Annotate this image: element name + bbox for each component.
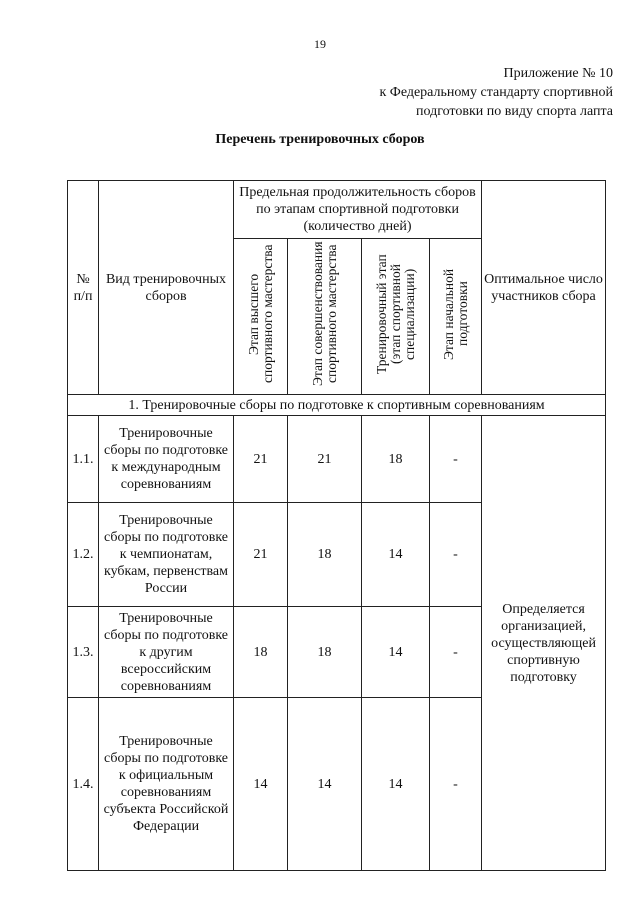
header-stage-higher-mastery [234,239,288,395]
training-camps-table [67,180,606,871]
appendix-line-2: к Федеральному стандарту спортивной [379,85,613,100]
header-duration-group: Предельная продолжительность сборов по этапам спортивной подготовки (количество дней) [234,181,482,239]
appendix-line-1: Приложение № 10 [503,66,613,81]
row-value-stage-1: 21 [234,503,288,607]
row-value-stage-1: 14 [234,698,288,871]
row-value-stage-3: 14 [362,503,430,607]
row-value-stage-1: 21 [234,416,288,503]
page-number: 19 [314,37,326,51]
header-stage-label: Этап высшего спортивного мастерства [245,244,275,384]
document-title: Перечень тренировочных сборов [215,132,425,147]
header-stage-label: Этап начальной подготовки [440,268,470,360]
header-stage-label: Этап совершенствования спортивного мастерства [309,241,339,387]
row-camp-name: Тренировочные сборы по подготовке к международным соревнованиям [99,416,234,503]
row-camp-name: Тренировочные сборы по подготовке к другим всероссийским соревнованиям [99,607,234,698]
row-value-stage-3: 14 [362,698,430,871]
appendix-caption [379,64,613,121]
row-number: 1.4. [68,698,99,871]
row-number: 1.3. [68,607,99,698]
table-row [68,416,606,503]
header-camp-type: Вид тренировочных сборов [99,181,234,395]
header-stage-improvement [288,239,362,395]
header-number: № п/п [68,181,99,395]
row-value-stage-4: - [430,607,482,698]
row-number: 1.1. [68,416,99,503]
header-stage-training [362,239,430,395]
header-stage-initial [430,239,482,395]
appendix-line-3: подготовки по виду спорта лапта [415,104,613,119]
header-stage-label: Тренировочный этап (этап спортивной специализации) [373,254,417,374]
row-value-stage-2: 18 [288,503,362,607]
participants-value: Определяется организацией, осуществляющей спортивную подготовку [482,416,606,871]
row-value-stage-4: - [430,698,482,871]
row-camp-name: Тренировочные сборы по подготовке к чемпионатам, кубкам, первенствам России [99,503,234,607]
row-value-stage-4: - [430,416,482,503]
header-participants: Оптимальное число участников сбора [482,181,606,395]
row-number: 1.2. [68,503,99,607]
row-value-stage-1: 18 [234,607,288,698]
row-camp-name: Тренировочные сборы по подготовке к официальным соревнованиям субъекта Российской Федерации [99,698,234,871]
section-heading: 1. Тренировочные сборы по подготовке к спортивным соревнованиям [68,395,606,416]
row-value-stage-3: 14 [362,607,430,698]
row-value-stage-2: 14 [288,698,362,871]
row-value-stage-3: 18 [362,416,430,503]
row-value-stage-4: - [430,503,482,607]
row-value-stage-2: 21 [288,416,362,503]
row-value-stage-2: 18 [288,607,362,698]
